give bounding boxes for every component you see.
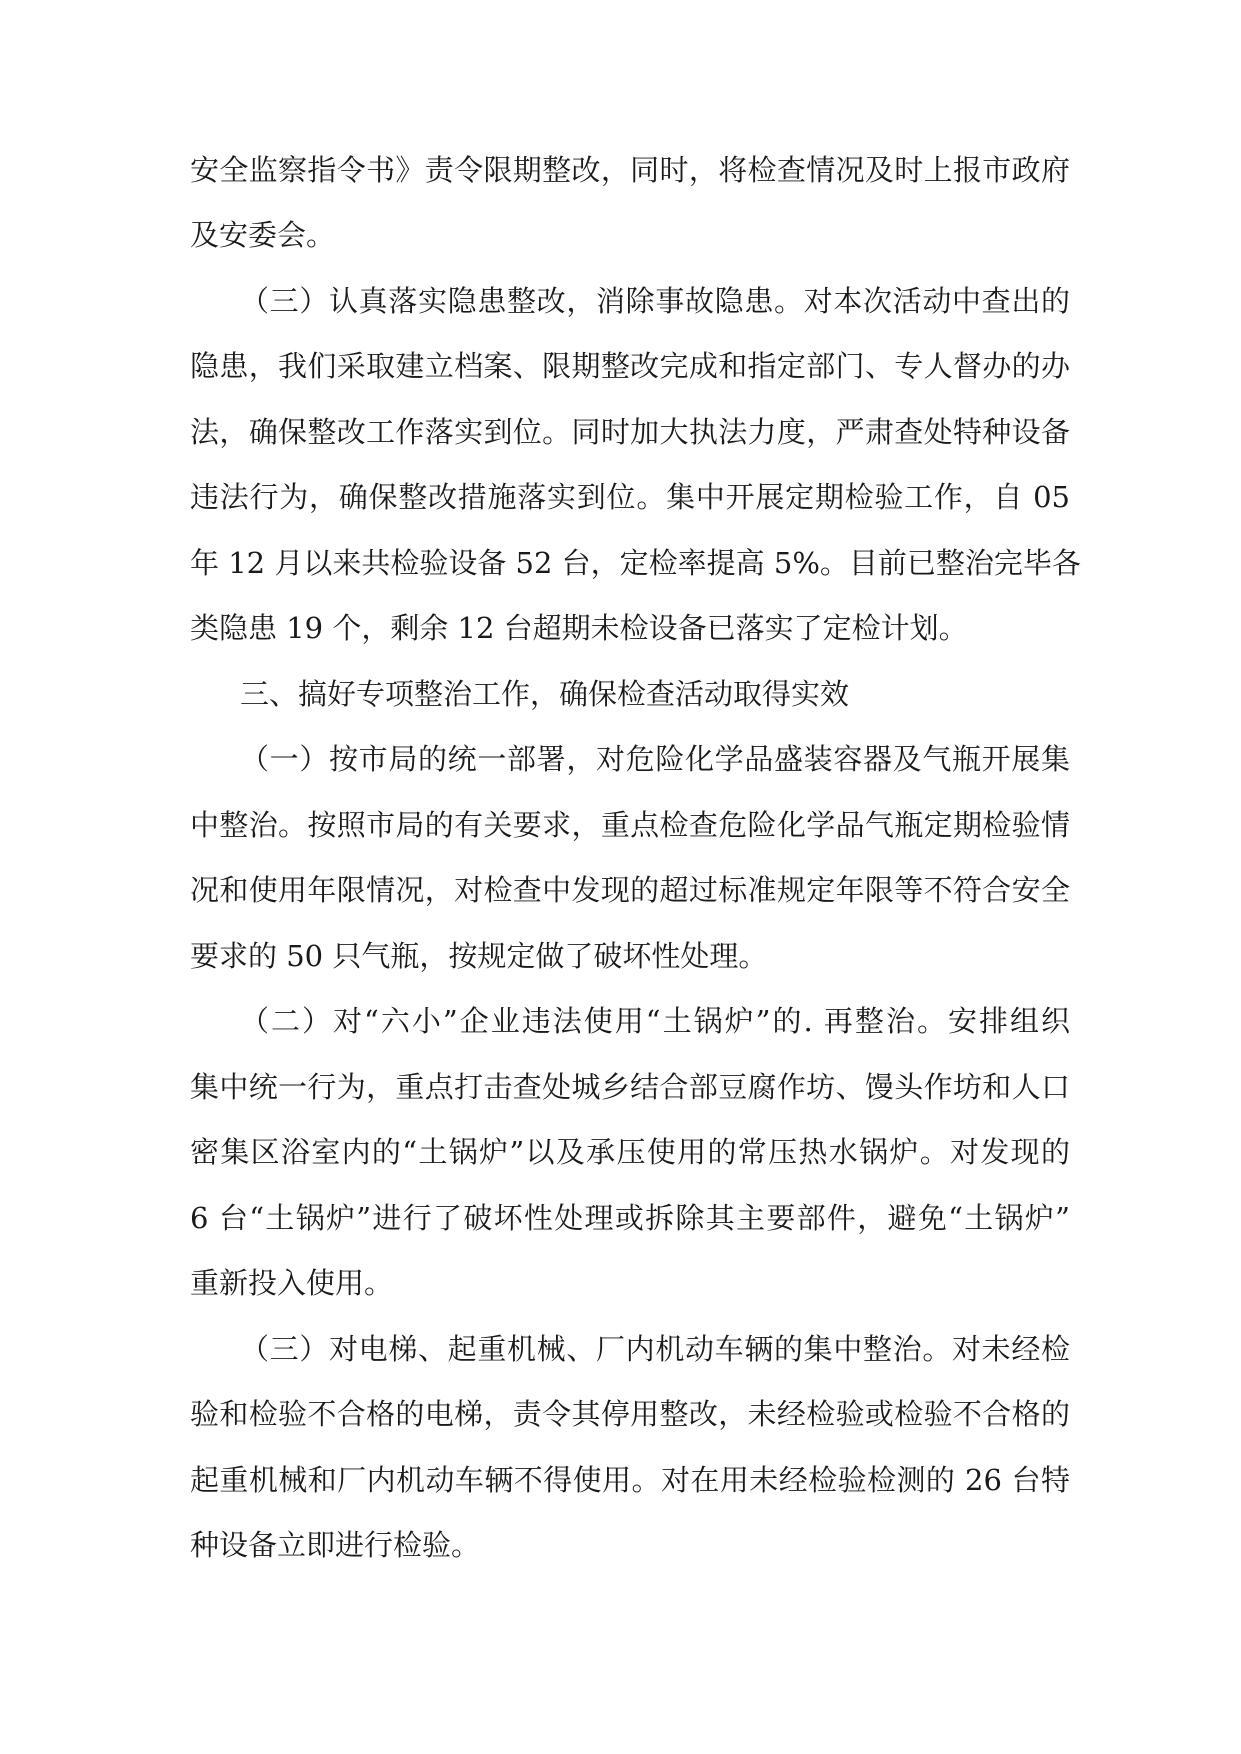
text-line: （二）对“六小”企业违法使用“土锅炉”的. 再整治。安排组织 [240, 1004, 1070, 1038]
text-line: 集中统一行为，重点打击查处城乡结合部豆腐作坊、馒头作坊和人口 [190, 1070, 1070, 1104]
text-line: 安全监察指令书》责令限期整改，同时，将检查情况及时上报市政府 [190, 153, 1070, 187]
text-line: 违法行为，确保整改措施落实到位。集中开展定期检验工作，自 05 [190, 480, 1070, 514]
text-line: 种设备立即进行检验。 [190, 1528, 481, 1562]
text-line: 况和使用年限情况，对检查中发现的超过标准规定年限等不符合安全 [190, 873, 1070, 907]
section-heading: 三、搞好专项整治工作，确保检查活动取得实效 [240, 677, 850, 711]
text-line: 年 12 月以来共检验设备 52 台，定检率提高 5%。目前已整治完毕各 [190, 546, 1081, 580]
text-line: 类隐患 19 个，剩余 12 台超期未检设备已落实了定检计划。 [190, 611, 968, 645]
text-line: 及安委会。 [190, 218, 336, 252]
text-line: 密集区浴室内的“土锅炉”以及承压使用的常压热水锅炉。对发现的 [190, 1135, 1070, 1169]
text-line: 起重机械和厂内机动车辆不得使用。对在用未经检验检测的 26 台特 [190, 1463, 1070, 1497]
text-line: 重新投入使用。 [190, 1266, 394, 1300]
text-line: （三）认真落实隐患整改，消除事故隐患。对本次活动中查出的 [240, 284, 1070, 318]
text-line: 验和检验不合格的电梯，责令其停用整改，未经检验或检验不合格的 [190, 1397, 1070, 1431]
text-line: （三）对电梯、起重机械、厂内机动车辆的集中整治。对未经检 [240, 1332, 1070, 1366]
text-line: 要求的 50 只气瓶，按规定做了破坏性处理。 [190, 939, 768, 973]
text-line: （一）按市局的统一部署，对危险化学品盛装容器及气瓶开展集 [240, 742, 1070, 776]
text-line: 隐患，我们采取建立档案、限期整改完成和指定部门、专人督办的办 [190, 349, 1070, 383]
text-line: 6 台“土锅炉”进行了破坏性处理或拆除其主要部件，避免“土锅炉” [190, 1201, 1070, 1235]
text-line: 法，确保整改工作落实到位。同时加大执法力度，严肃查处特种设备 [190, 415, 1070, 449]
text-line: 中整治。按照市局的有关要求，重点检查危险化学品气瓶定期检验情 [190, 808, 1070, 842]
